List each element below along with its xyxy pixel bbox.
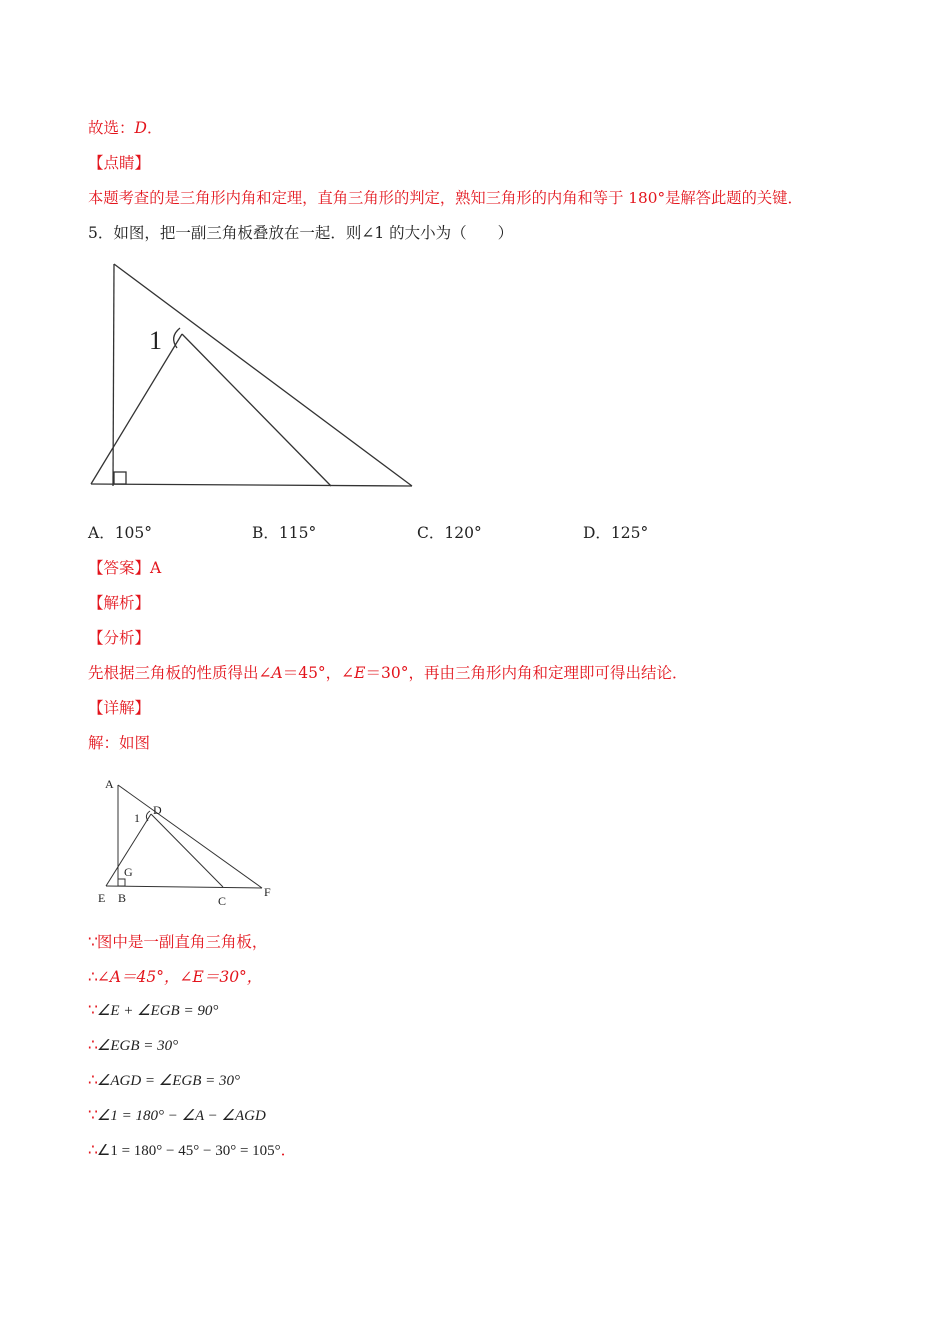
option-b: B．115° bbox=[252, 524, 317, 542]
dianjing-text: 本题考查的是三角形内角和定理，直角三角形的判定，熟知三角形的内角和等于 180°是解答此题的关键． bbox=[88, 189, 803, 207]
fig2-label-1: 1 bbox=[134, 811, 140, 825]
because-icon: ∵ bbox=[88, 1106, 97, 1124]
figure-triangles-labeled bbox=[92, 775, 282, 910]
solution-intro: 解：如图 bbox=[88, 734, 151, 752]
fenxi-E: E bbox=[354, 664, 366, 682]
therefore-icon: ∴ bbox=[88, 1036, 97, 1054]
tag-xiangjie: 【详解】 bbox=[88, 699, 151, 717]
therefore-icon: ∴ bbox=[88, 1141, 97, 1159]
tag-answer: 【答案】A bbox=[88, 559, 162, 577]
fig1-base bbox=[91, 484, 412, 486]
step-3 bbox=[88, 1000, 218, 1021]
step-3-text: ∠E + ∠EGB = 90° bbox=[96, 1003, 219, 1019]
option-c: C．120° bbox=[417, 524, 482, 542]
fig1-inner-right bbox=[182, 334, 331, 486]
fig2-label-E: E bbox=[98, 891, 106, 905]
step-1-text: 图中是一副直角三角板， bbox=[96, 933, 268, 951]
fig1-long-hyp bbox=[114, 264, 412, 486]
tag-fenxi: 【分析】 bbox=[88, 629, 151, 647]
choice-value: D bbox=[134, 119, 147, 137]
fig1-right-angle-mark bbox=[114, 472, 126, 484]
step-2-text: ∠A＝45°，∠E＝30°， bbox=[96, 968, 263, 986]
option-a: A．105° bbox=[88, 524, 153, 542]
fig1-vertical-leg bbox=[113, 264, 114, 486]
tag-dianjing: 【点睛】 bbox=[88, 154, 151, 172]
fig2-label-B: B bbox=[118, 891, 127, 905]
step-6-text: ∠1 = 180° − ∠A − ∠AGD bbox=[96, 1108, 266, 1124]
tag-jiexi: 【解析】 bbox=[88, 594, 151, 612]
step-7 bbox=[88, 1140, 296, 1161]
step-7-end: ． bbox=[280, 1141, 297, 1159]
fig2-EF bbox=[106, 886, 262, 888]
step-7-text: ∠1 = 180° − 45° − 30° = 105° bbox=[96, 1143, 281, 1159]
therefore-icon: ∴ bbox=[88, 968, 97, 986]
fenxi-post: ＝30°，再由三角形内角和定理即可得出结论． bbox=[365, 664, 688, 682]
question-text: 5．如图，把一副三角板叠放在一起．则∠1 的大小为（ ） bbox=[88, 224, 514, 242]
fig1-inner-left bbox=[91, 334, 182, 484]
fig2-label-F: F bbox=[264, 885, 271, 899]
fenxi-text bbox=[88, 663, 687, 683]
step-5 bbox=[88, 1070, 240, 1091]
choice-end: ． bbox=[146, 119, 163, 137]
because-icon: ∵ bbox=[88, 933, 97, 951]
step-6 bbox=[88, 1105, 266, 1126]
fig2-label-G: G bbox=[124, 865, 133, 879]
fig1-angle-label: 1 bbox=[149, 326, 162, 355]
fig2-label-D: D bbox=[153, 803, 162, 817]
step-2 bbox=[88, 967, 262, 987]
step-4-text: ∠EGB = 30° bbox=[96, 1038, 179, 1054]
fig2-right-angle-mark bbox=[118, 879, 125, 886]
step-4 bbox=[88, 1035, 178, 1056]
fenxi-mid: ＝45°，∠ bbox=[282, 664, 355, 682]
fenxi-pre: 先根据三角板的性质得出∠ bbox=[88, 664, 272, 682]
fig2-AF bbox=[118, 785, 262, 888]
step-5-text: ∠AGD = ∠EGB = 30° bbox=[96, 1073, 240, 1089]
choice-line bbox=[88, 118, 162, 138]
step-1 bbox=[88, 932, 267, 952]
fig2-label-A: A bbox=[105, 777, 114, 791]
therefore-icon: ∴ bbox=[88, 1071, 97, 1089]
figure-triangles-main bbox=[85, 258, 420, 493]
fenxi-A: A bbox=[271, 664, 283, 682]
option-d: D．125° bbox=[583, 524, 649, 542]
choice-label: 故选： bbox=[88, 119, 135, 137]
fig2-label-C: C bbox=[218, 894, 227, 908]
fig2-DC bbox=[151, 814, 223, 887]
because-icon: ∵ bbox=[88, 1001, 97, 1019]
